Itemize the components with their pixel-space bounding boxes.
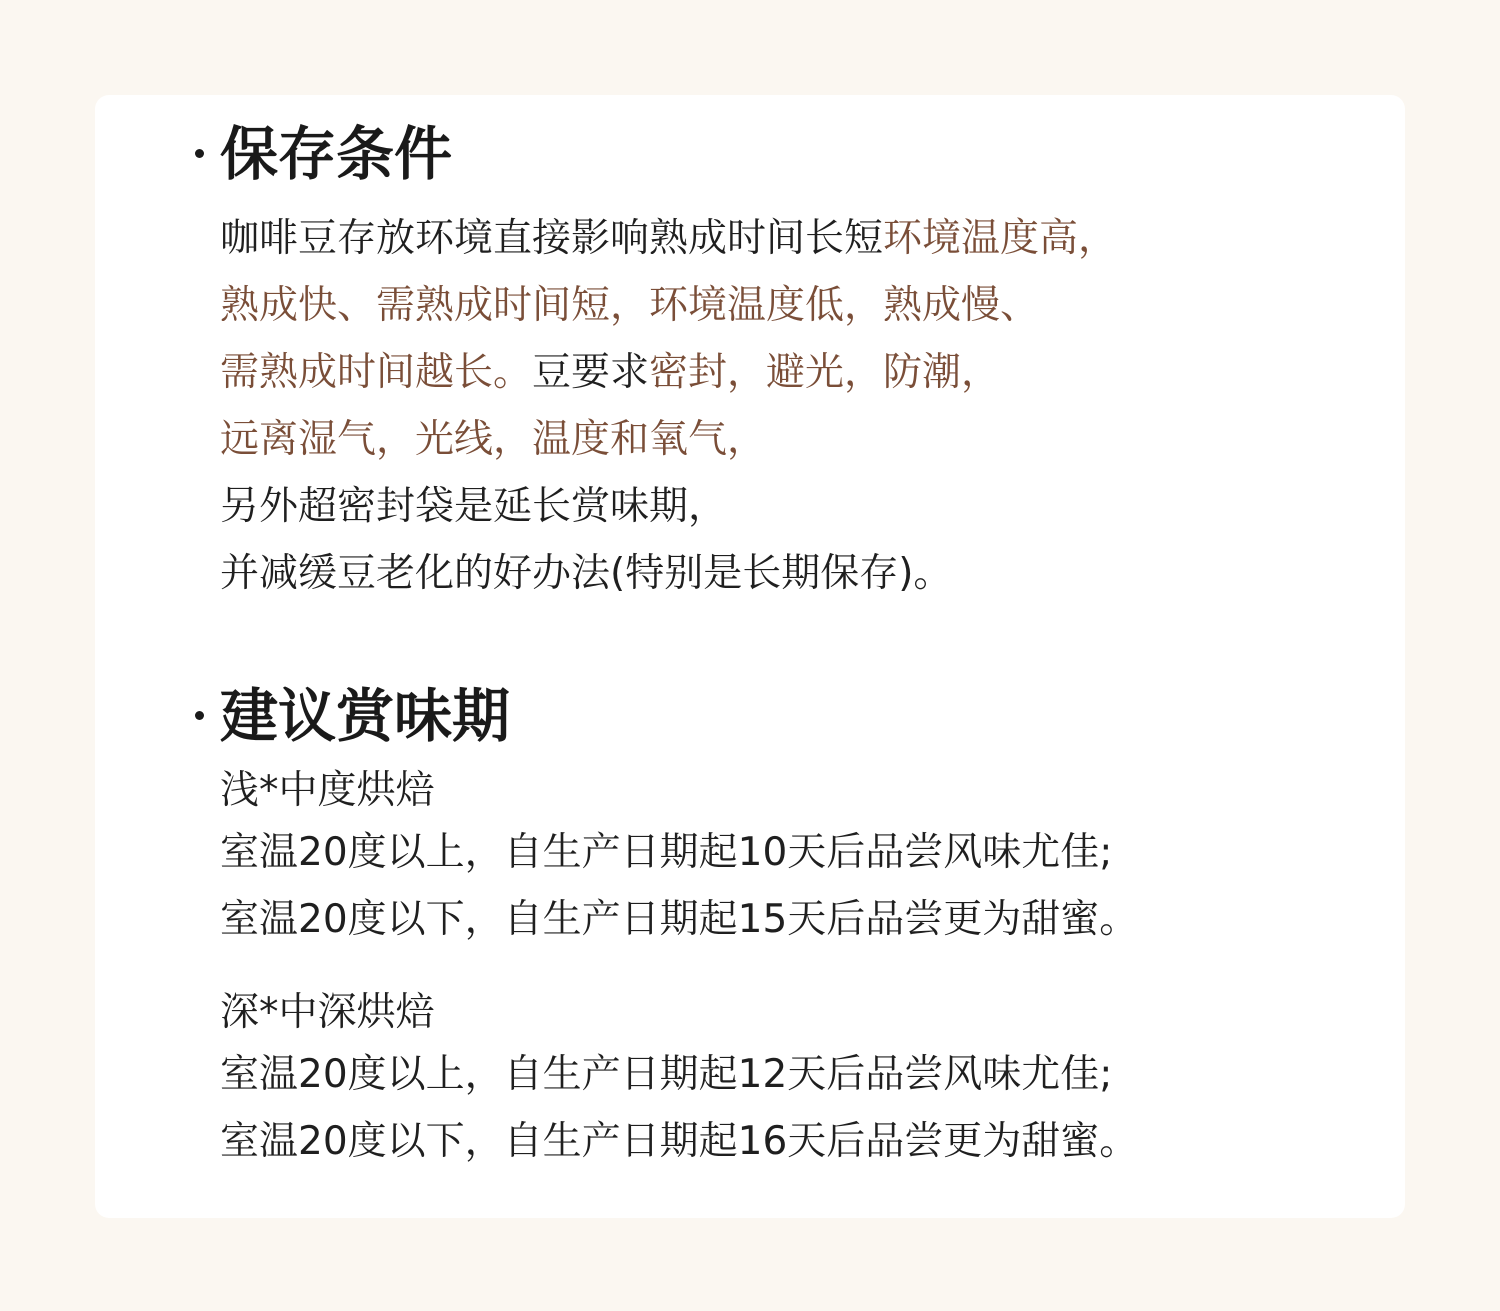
storage-line-6: [220, 540, 1370, 607]
storage-line-4-accent: 远离湿气，光线，温度和氧气，: [220, 417, 767, 462]
light-roast-line-2: 室温20度以下，自生产日期起15天后品尝更为甜蜜。: [220, 897, 1139, 942]
tasting-heading: [95, 681, 1405, 751]
storage-line-3-accent-2: 密封，避光，防潮，: [649, 350, 1001, 395]
storage-line-3-accent: 需熟成时间越长。: [220, 350, 533, 395]
storage-line-1-plain: 咖啡豆存放环境直接影响熟成时间长短: [220, 216, 884, 261]
light-roast-line-1: 室温20度以上，自生产日期起10天后品尝风味尤佳;: [220, 830, 1113, 875]
storage-heading: [95, 119, 1405, 189]
light-roast-group: [220, 763, 1138, 953]
storage-line-4: [220, 406, 1370, 473]
storage-line-2: [220, 272, 1370, 339]
storage-line-5: [220, 473, 1370, 540]
content-card: [95, 95, 1405, 1218]
dark-roast-line-2: 室温20度以下，自生产日期起16天后品尝更为甜蜜。: [220, 1119, 1139, 1164]
storage-line-3-plain: 豆要求: [532, 350, 650, 395]
storage-title: 保存条件: [220, 120, 453, 188]
storage-line-2-accent: 熟成快、需熟成时间短，环境温度低，熟成慢、: [220, 283, 1040, 328]
tasting-title: 建议赏味期: [220, 682, 511, 750]
storage-section: [95, 119, 1405, 596]
storage-paragraph: [220, 205, 1370, 607]
storage-line-1-accent: 环境温度高，: [883, 216, 1118, 261]
light-roast-title: 浅*中度烘焙: [220, 768, 435, 813]
tasting-section: [95, 681, 1405, 1164]
bullet-dot-icon: [195, 149, 204, 158]
dark-roast-group: [220, 985, 1138, 1175]
storage-line-6-text: 并减缓豆老化的好办法(特别是长期保存)。: [220, 551, 953, 596]
bullet-dot-icon: [195, 711, 204, 720]
storage-line-3: [220, 339, 1370, 406]
storage-line-1: [220, 205, 1370, 272]
storage-line-5-text: 另外超密封袋是延长赏味期，: [220, 484, 728, 529]
dark-roast-title: 深*中深烘焙: [220, 990, 435, 1035]
dark-roast-line-1: 室温20度以上，自生产日期起12天后品尝风味尤佳;: [220, 1052, 1113, 1097]
